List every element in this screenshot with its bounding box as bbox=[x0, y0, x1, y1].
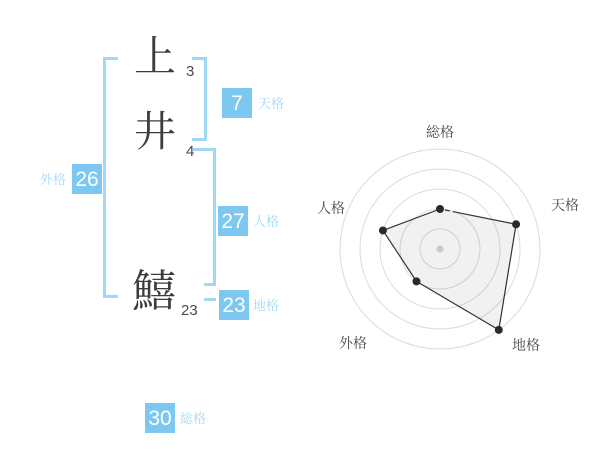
radar-data-point bbox=[512, 220, 520, 228]
jinkaku-value-box: 27 bbox=[218, 206, 248, 236]
radar-axis-label: 外格 bbox=[339, 335, 367, 351]
radar-data-point bbox=[495, 326, 503, 334]
tenkaku-label: 天格 bbox=[258, 96, 285, 111]
name-char-2: 井 bbox=[134, 108, 177, 155]
chikaku-tick bbox=[204, 298, 216, 301]
radar-axis-label: 総格 bbox=[426, 124, 454, 140]
tenkaku-bracket-top-tick bbox=[192, 57, 207, 60]
name-char-1: 上 bbox=[134, 33, 177, 80]
jinkaku-label: 人格 bbox=[253, 214, 280, 229]
radar-data-point bbox=[412, 277, 420, 285]
tenkaku-bracket-line bbox=[204, 57, 207, 141]
jinkaku-bracket-bottom-tick bbox=[204, 283, 216, 286]
jinkaku-bracket-line bbox=[213, 148, 216, 286]
radar-data-point bbox=[379, 226, 387, 234]
chikaku-label: 地格 bbox=[253, 298, 280, 313]
soukaku-value-box: 30 bbox=[145, 403, 175, 433]
radar-chart bbox=[290, 100, 600, 380]
name-char-3-strokes: 23 bbox=[181, 302, 198, 319]
soukaku-label: 総格 bbox=[180, 411, 207, 426]
gaikaku-bracket-line bbox=[103, 57, 106, 298]
gaikaku-label: 外格 bbox=[40, 172, 67, 187]
radar-center-dot bbox=[437, 246, 444, 253]
name-char-2-strokes: 4 bbox=[186, 143, 195, 160]
radar-data-point bbox=[436, 205, 444, 213]
chikaku-value-box: 23 bbox=[219, 290, 249, 320]
tenkaku-value-box: 7 bbox=[222, 88, 252, 118]
name-char-1-strokes: 3 bbox=[186, 63, 195, 80]
radar-axis-label: 人格 bbox=[317, 200, 345, 216]
radar-axis-label: 天格 bbox=[551, 197, 579, 213]
gaikaku-bracket-bottom-tick bbox=[103, 295, 118, 298]
radar-series-area bbox=[383, 209, 516, 330]
gaikaku-value-box: 26 bbox=[72, 164, 102, 194]
gaikaku-bracket-top-tick bbox=[103, 57, 118, 60]
jinkaku-bracket-top-tick bbox=[193, 148, 216, 151]
tenkaku-bracket-bottom-tick bbox=[192, 138, 207, 141]
name-char-3: 鱚 bbox=[132, 267, 176, 316]
radar-axis-label: 地格 bbox=[512, 337, 540, 353]
radar-chart-svg bbox=[290, 100, 600, 380]
